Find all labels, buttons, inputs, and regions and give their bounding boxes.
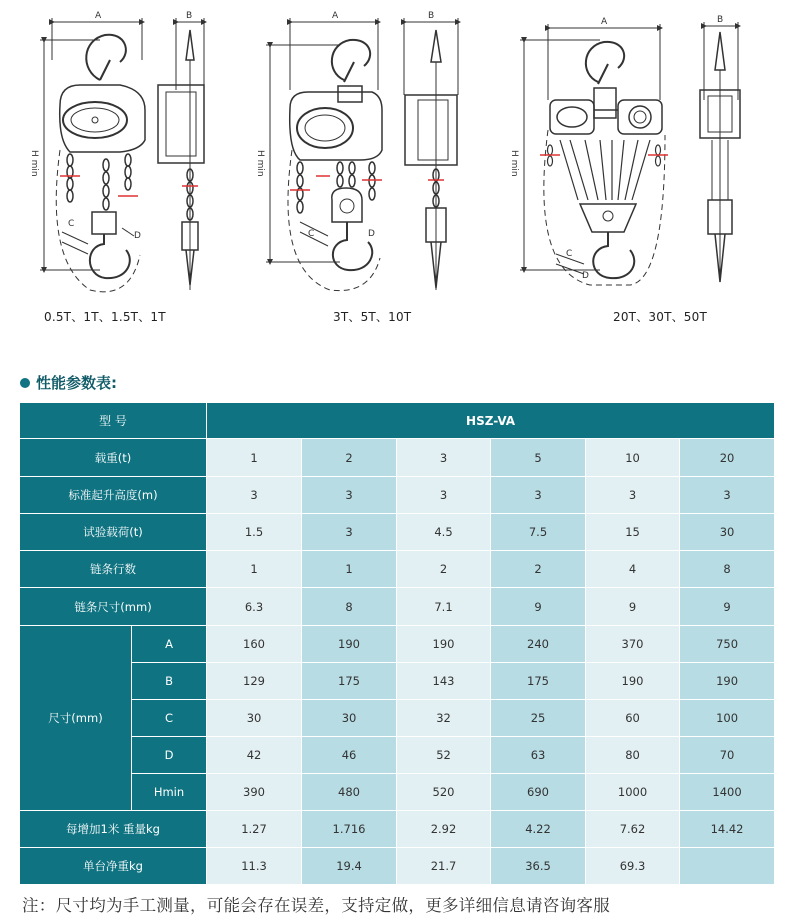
- row-label: 标准起升高度(m): [20, 477, 207, 514]
- diagram-small-hoist: [29, 11, 204, 292]
- table-cell: 7.5: [491, 514, 586, 551]
- table-header-row: [20, 403, 775, 439]
- table-cell: 100: [680, 700, 775, 737]
- table-cell: [680, 848, 775, 885]
- table-cell: 3: [302, 477, 397, 514]
- dim-d-label: D: [582, 271, 589, 281]
- table-cell: 3: [397, 477, 491, 514]
- table-cell: 750: [680, 626, 775, 663]
- row-label: A: [132, 626, 207, 663]
- table-cell: 42: [207, 737, 302, 774]
- dim-a-label: A: [95, 11, 102, 21]
- row-label: 链条尺寸(mm): [20, 588, 207, 626]
- row-label: D: [132, 737, 207, 774]
- table-cell: 14.42: [680, 811, 775, 848]
- dim-group-label: 尺寸(mm): [20, 626, 132, 811]
- table-row: [20, 811, 775, 848]
- table-cell: 36.5: [491, 848, 586, 885]
- table-cell: 30: [302, 700, 397, 737]
- table-cell: 63: [491, 737, 586, 774]
- table-cell: 190: [586, 663, 680, 700]
- table-row: [20, 514, 775, 551]
- row-label: 载重(t): [20, 439, 207, 477]
- table-cell: 7.62: [586, 811, 680, 848]
- table-cell: 11.3: [207, 848, 302, 885]
- table-row: [20, 774, 775, 811]
- row-label: C: [132, 700, 207, 737]
- table-cell: 3: [586, 477, 680, 514]
- bullet-dot-icon: [20, 378, 30, 388]
- table-cell: 60: [586, 700, 680, 737]
- model-label: 型 号: [20, 403, 207, 439]
- dim-b-label: B: [428, 11, 435, 21]
- table-cell: 390: [207, 774, 302, 811]
- row-label: B: [132, 663, 207, 700]
- table-cell: 370: [586, 626, 680, 663]
- table-row: [20, 439, 775, 477]
- table-cell: 175: [302, 663, 397, 700]
- dim-d-label: D: [368, 229, 375, 239]
- table-cell: 175: [491, 663, 586, 700]
- diagram-area: [0, 0, 790, 340]
- table-cell: 1: [302, 551, 397, 588]
- table-cell: 25: [491, 700, 586, 737]
- table-cell: 52: [397, 737, 491, 774]
- table-row: [20, 551, 775, 588]
- footer-note: 注：尺寸均为手工测量，可能会存在误差，支持定做，更多详细信息请咨询客服: [22, 896, 610, 915]
- table-row: [20, 588, 775, 626]
- table-cell: 2: [397, 551, 491, 588]
- table-cell: 4: [586, 551, 680, 588]
- dim-b-label: B: [186, 11, 193, 21]
- dim-c-label: C: [566, 249, 573, 259]
- diagram-caption-2: 3T、5T、10T: [333, 310, 412, 324]
- table-cell: 3: [680, 477, 775, 514]
- dim-a-label: A: [332, 11, 339, 21]
- table-cell: 69.3: [586, 848, 680, 885]
- dim-h-label: H min: [255, 150, 265, 177]
- row-label: 试验载荷(t): [20, 514, 207, 551]
- table-cell: 30: [680, 514, 775, 551]
- table-cell: 21.7: [397, 848, 491, 885]
- table-row: [20, 737, 775, 774]
- table-cell: 1: [207, 551, 302, 588]
- table-row: [20, 626, 775, 663]
- row-label: 单台净重kg: [20, 848, 207, 885]
- table-cell: 3: [207, 477, 302, 514]
- row-label: 每增加1米 重量kg: [20, 811, 207, 848]
- table-cell: 30: [207, 700, 302, 737]
- table-cell: 690: [491, 774, 586, 811]
- table-cell: 190: [302, 626, 397, 663]
- table-cell: 240: [491, 626, 586, 663]
- table-cell: 1: [207, 439, 302, 477]
- table-cell: 4.5: [397, 514, 491, 551]
- table-cell: 9: [491, 588, 586, 626]
- spec-table: [19, 402, 775, 885]
- table-cell: 2.92: [397, 811, 491, 848]
- table-cell: 143: [397, 663, 491, 700]
- table-cell: 6.3: [207, 588, 302, 626]
- table-cell: 3: [491, 477, 586, 514]
- table-cell: 190: [680, 663, 775, 700]
- row-label: 链条行数: [20, 551, 207, 588]
- diagram-large-hoist: [509, 15, 740, 285]
- table-cell: 1.716: [302, 811, 397, 848]
- table-cell: 10: [586, 439, 680, 477]
- dim-c-label: C: [308, 229, 315, 239]
- table-cell: 9: [586, 588, 680, 626]
- row-label: Hmin: [132, 774, 207, 811]
- section-title-text: 性能参数表:: [36, 374, 117, 392]
- table-cell: 129: [207, 663, 302, 700]
- table-cell: 80: [586, 737, 680, 774]
- dim-d-label: D: [134, 231, 141, 241]
- table-cell: 7.1: [397, 588, 491, 626]
- table-cell: 480: [302, 774, 397, 811]
- dim-a-label: A: [601, 17, 608, 27]
- table-cell: 15: [586, 514, 680, 551]
- section-title: [20, 372, 117, 393]
- dim-h-label: H min: [509, 150, 519, 177]
- table-row: [20, 477, 775, 514]
- table-cell: 520: [397, 774, 491, 811]
- table-cell: 1.27: [207, 811, 302, 848]
- table-cell: 19.4: [302, 848, 397, 885]
- table-cell: 8: [680, 551, 775, 588]
- table-row: [20, 700, 775, 737]
- dim-h-label: H min: [29, 150, 39, 177]
- table-cell: 20: [680, 439, 775, 477]
- table-cell: 3: [302, 514, 397, 551]
- table-cell: 46: [302, 737, 397, 774]
- table-cell: 70: [680, 737, 775, 774]
- table-cell: 32: [397, 700, 491, 737]
- hoist-diagrams: [0, 0, 790, 340]
- diagram-caption-1: 0.5T、1T、1.5T、1T: [44, 310, 166, 324]
- table-cell: 190: [397, 626, 491, 663]
- table-cell: 1.5: [207, 514, 302, 551]
- table-cell: 160: [207, 626, 302, 663]
- table-row: [20, 848, 775, 885]
- table-cell: 1400: [680, 774, 775, 811]
- table-cell: 2: [302, 439, 397, 477]
- dim-b-label: B: [717, 15, 724, 25]
- dim-c-label: C: [68, 219, 75, 229]
- table-cell: 2: [491, 551, 586, 588]
- table-cell: 5: [491, 439, 586, 477]
- table-cell: 8: [302, 588, 397, 626]
- table-cell: 9: [680, 588, 775, 626]
- diagram-caption-3: 20T、30T、50T: [613, 310, 707, 324]
- table-cell: 3: [397, 439, 491, 477]
- model-value: HSZ-VA: [207, 403, 775, 439]
- table-cell: 1000: [586, 774, 680, 811]
- table-row: [20, 663, 775, 700]
- diagram-medium-hoist: [255, 11, 458, 291]
- table-cell: 4.22: [491, 811, 586, 848]
